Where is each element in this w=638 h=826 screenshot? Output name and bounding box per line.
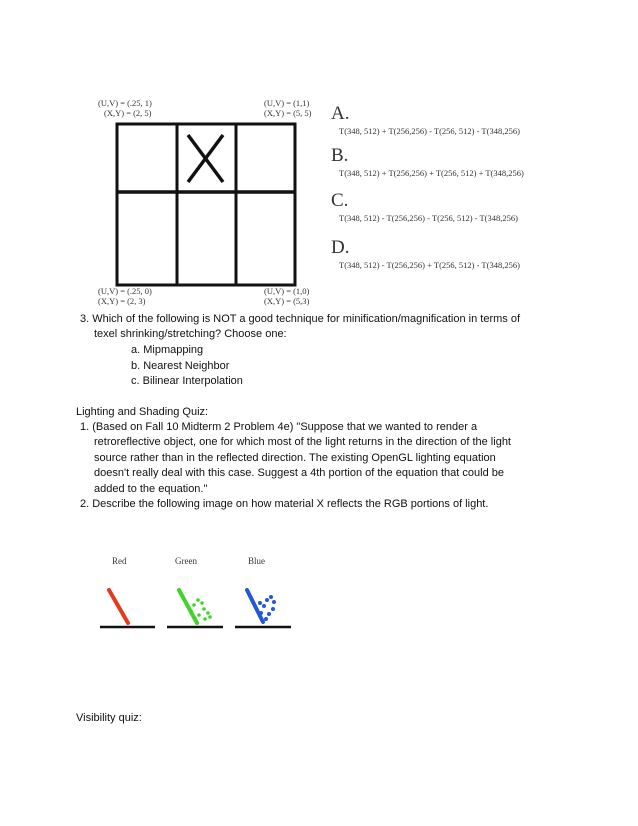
option-b-letter: B. xyxy=(331,145,349,166)
rgb-reflection-image xyxy=(95,575,295,635)
option-c-letter: C. xyxy=(331,190,349,211)
lighting-q1-line-1: 1. (Based on Fall 10 Midterm 2 Problem 4e) "Suppose that we wanted to render a xyxy=(80,421,478,433)
rgb-label-red: Red xyxy=(112,556,127,566)
label-bottom-right-uv: (U,V) = (1,0) xyxy=(264,286,310,296)
label-top-left-uv: (U,V) = (.25, 1) xyxy=(98,98,152,108)
lighting-q1-line-2: retroreflective object, one for which most of the light returns in the direction of the light xyxy=(94,436,511,448)
label-top-right-xy: (X,Y) = (5, 5) xyxy=(264,108,312,118)
rgb-label-green: Green xyxy=(175,556,197,566)
option-d-letter: D. xyxy=(331,237,350,258)
label-top-right-uv: (U,V) = (1,1) xyxy=(264,98,310,108)
label-bottom-right-xy: (X,Y) = (5,3) xyxy=(264,296,310,306)
rgb-label-blue: Blue xyxy=(248,556,265,566)
option-b-formula: T(348, 512) + T(256,256) + T(256, 512) + T(348,256) xyxy=(339,168,524,178)
question-3-line-1: 3. Which of the following is NOT a good technique for minification/magnification in terms of xyxy=(80,313,521,325)
lighting-q2: 2. Describe the following image on how material X reflects the RGB portions of light. xyxy=(80,498,489,510)
choice-b: b. Nearest Neighbor xyxy=(131,360,230,372)
option-a-formula: T(348, 512) + T(256,256) - T(256, 512) - T(348,256) xyxy=(339,126,520,136)
choice-c: c. Bilinear Interpolation xyxy=(131,375,243,387)
lighting-q1-line-4: doesn't really deal with this case. Suggest a 4th portion of the equation that could be xyxy=(94,467,504,479)
label-top-left-xy: (X,Y) = (2, 5) xyxy=(104,108,152,118)
blue-incident-ray xyxy=(247,590,263,622)
option-d-formula: T(348, 512) - T(256,256) + T(256, 512) - T(348,256) xyxy=(339,260,520,270)
lighting-q1-line-3: source rather than in the reflected direction. The existing OpenGL lighting equation xyxy=(94,452,496,464)
option-c-formula: T(348, 512) - T(256,256) - T(256, 512) - T(348,256) xyxy=(339,213,518,223)
label-bottom-left-xy: (X,Y) = (2, 3) xyxy=(98,296,146,306)
choice-a: a. Mipmapping xyxy=(131,344,204,356)
lighting-heading: Lighting and Shading Quiz: xyxy=(76,406,209,418)
visibility-heading: Visibility quiz: xyxy=(76,712,142,724)
label-bottom-left-uv: (U,V) = (.25, 0) xyxy=(98,286,152,296)
texture-grid xyxy=(115,122,297,287)
option-a-letter: A. xyxy=(331,103,350,124)
question-3-line-2: texel shrinking/stretching? Choose one: xyxy=(94,328,287,340)
red-incident-ray xyxy=(109,590,128,623)
lighting-q1-line-5: added to the equation." xyxy=(94,483,208,495)
